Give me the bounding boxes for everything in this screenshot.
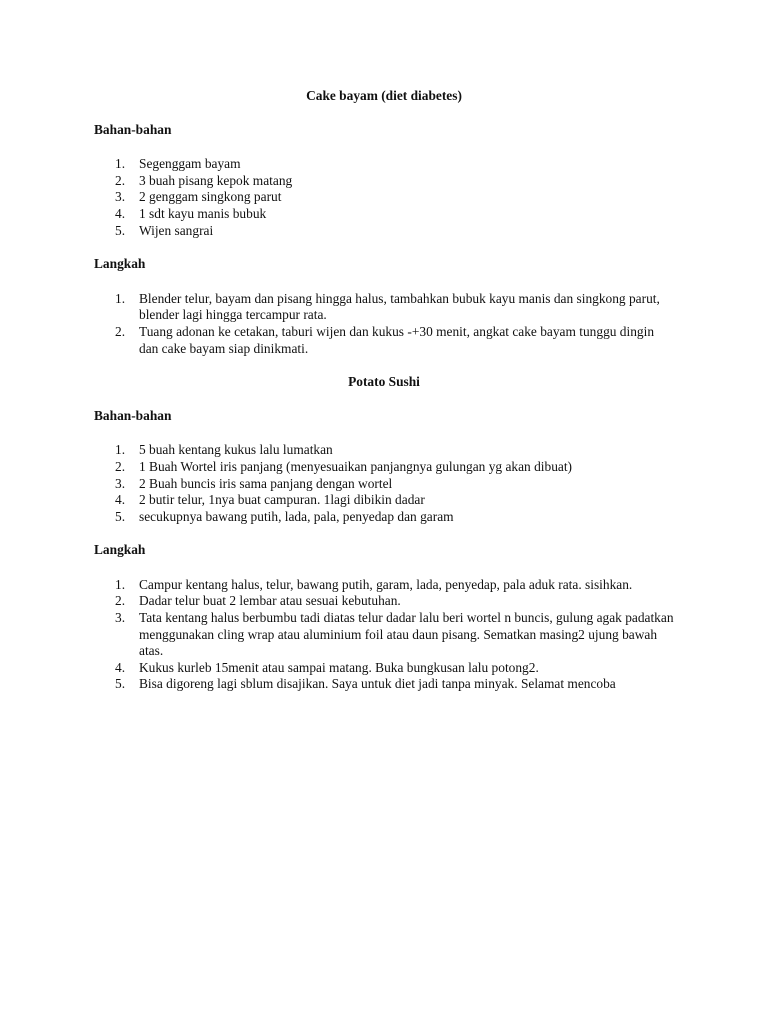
steps-heading: Langkah <box>94 542 146 558</box>
ingredient-item <box>94 442 674 459</box>
step-item <box>94 593 674 610</box>
list-number: 5. <box>115 508 126 524</box>
recipe-title: Cake bayam (diet diabetes) <box>306 88 462 103</box>
step-text: Bisa digoreng lagi sblum disajikan. Saya untuk diet jadi tanpa minyak. Selamat mencoba <box>139 676 616 692</box>
document-body <box>94 88 674 710</box>
step-item <box>94 291 674 324</box>
steps-list <box>94 291 674 357</box>
list-number: 2. <box>115 458 126 474</box>
ingredient-item <box>94 492 674 509</box>
step-item <box>94 324 674 357</box>
list-number: 5. <box>115 676 126 692</box>
ingredient-text: Wijen sangrai <box>139 222 214 238</box>
step-item <box>94 676 674 693</box>
step-text: Kukus kurleb 15menit atau sampai matang. Buka bungkusan lalu potong2. <box>139 659 539 675</box>
list-number: 2. <box>115 323 126 339</box>
ingredient-item <box>94 206 674 223</box>
list-number: 4. <box>115 492 126 508</box>
step-text: Tuang adonan ke cetakan, taburi wijen dan kukus -+30 menit, angkat cake bayam tunggu dingin dan cake bayam siap dinikmati. <box>139 323 655 356</box>
list-number: 3. <box>115 610 126 626</box>
ingredient-text: secukupnya bawang putih, lada, pala, penyedap dan garam <box>139 508 454 524</box>
ingredient-item <box>94 459 674 476</box>
ingredient-text: 2 Buah buncis iris sama panjang dengan wortel <box>139 475 393 491</box>
ingredient-item <box>94 509 674 526</box>
list-number: 1. <box>115 290 126 306</box>
step-text: Campur kentang halus, telur, bawang putih, garam, lada, penyedap, pala aduk rata. sisihkan. <box>139 576 633 592</box>
ingredient-item <box>94 223 674 240</box>
list-number: 3. <box>115 189 126 205</box>
list-number: 3. <box>115 475 126 491</box>
step-text: Tata kentang halus berbumbu tadi diatas telur dadar lalu beri wortel n buncis, gulung agak padatkan menggunakan cling wrap atau aluminium foil atau daun pisang. Sematkan masing2 ujung bawah atas. <box>139 610 674 659</box>
step-text: Dadar telur buat 2 lembar atau sesuai kebutuhan. <box>139 593 401 609</box>
ingredient-item <box>94 476 674 493</box>
ingredient-item <box>94 173 674 190</box>
list-number: 5. <box>115 222 126 238</box>
ingredients-heading: Bahan-bahan <box>94 121 172 137</box>
step-text: Blender telur, bayam dan pisang hingga halus, tambahkan bubuk kayu manis dan singkong parut, blender lagi hingga tercampur rata. <box>139 290 660 323</box>
ingredient-item <box>94 156 674 173</box>
recipe-title: Potato Sushi <box>348 374 420 390</box>
ingredient-text: 1 sdt kayu manis bubuk <box>139 205 267 221</box>
list-number: 1. <box>115 576 126 592</box>
ingredient-text: 2 genggam singkong parut <box>139 189 282 205</box>
list-number: 1. <box>115 156 126 172</box>
step-item <box>94 660 674 677</box>
list-number: 4. <box>115 659 126 675</box>
ingredient-text: 3 buah pisang kepok matang <box>139 172 293 188</box>
ingredient-text: 1 Buah Wortel iris panjang (menyesuaikan panjangnya gulungan yg akan dibuat) <box>139 458 573 474</box>
ingredients-heading: Bahan-bahan <box>94 407 172 423</box>
steps-list <box>94 577 674 693</box>
list-number: 1. <box>115 442 126 458</box>
step-item <box>94 577 674 594</box>
ingredients-list <box>94 442 674 525</box>
ingredient-text: 2 butir telur, 1nya buat campuran. 1lagi dibikin dadar <box>139 492 425 508</box>
list-number: 2. <box>115 172 126 188</box>
steps-heading: Langkah <box>94 256 146 272</box>
list-number: 4. <box>115 205 126 221</box>
ingredients-list <box>94 156 674 239</box>
ingredient-item <box>94 189 674 206</box>
list-number: 2. <box>115 593 126 609</box>
step-item <box>94 610 674 660</box>
ingredient-text: Segenggam bayam <box>139 156 241 172</box>
ingredient-text: 5 buah kentang kukus lalu lumatkan <box>139 442 333 458</box>
